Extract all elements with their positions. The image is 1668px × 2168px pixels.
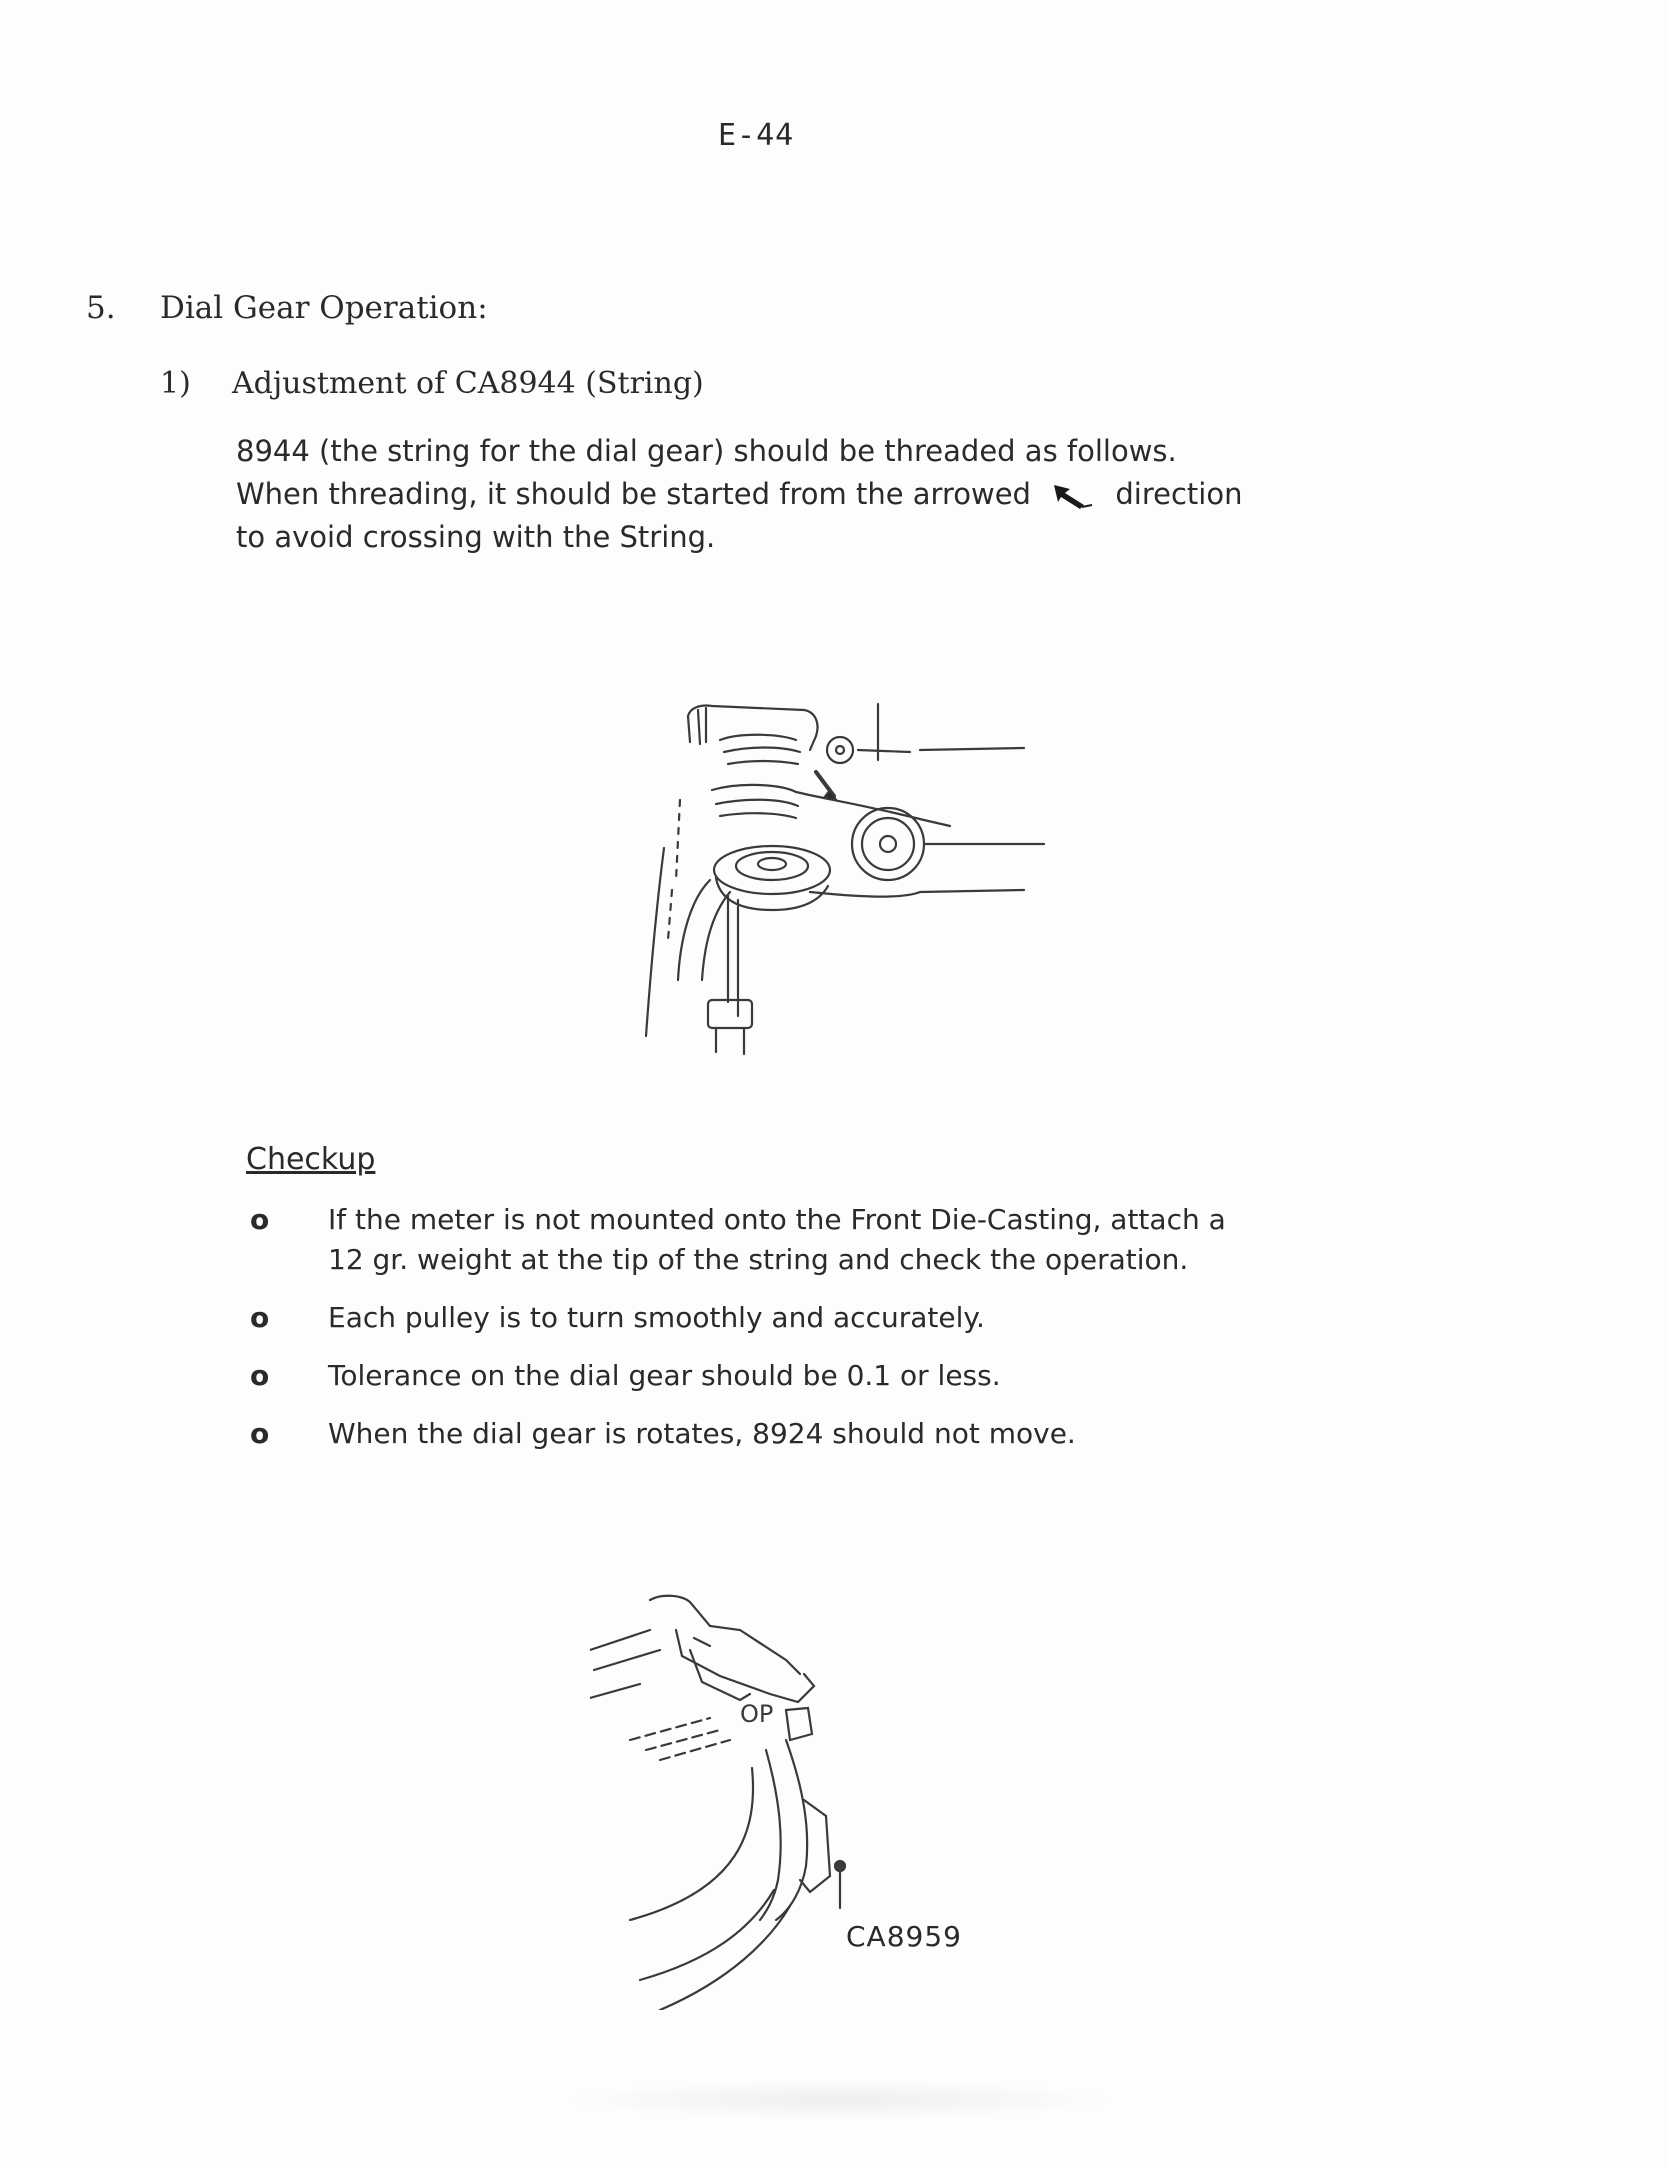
diagram-part-marking: OP: [740, 1700, 774, 1728]
diagram-curve-3: [660, 1906, 790, 2010]
checkup-heading: Checkup: [246, 1142, 376, 1177]
section-title: Dial Gear Operation:: [160, 290, 488, 326]
paragraph-line: [236, 473, 1406, 516]
arrow-icon: [1048, 481, 1098, 511]
subsection-title: Adjustment of CA8944 (String): [232, 366, 704, 401]
subsection-heading: [160, 366, 704, 401]
list-item-text: When the dial gear is rotates, 8924 should not move.: [328, 1417, 1076, 1450]
paragraph-text: direction: [1115, 477, 1243, 511]
paragraph-line: to avoid crossing with the String.: [236, 520, 716, 554]
bullet: o: [250, 1359, 270, 1392]
diagram-bracket-hatch: [630, 1718, 730, 1760]
paragraph-text: When threading, it should be started from the arrowed: [236, 477, 1031, 511]
list-item: [246, 1356, 1446, 1396]
diagram-callout-dot: [835, 1861, 845, 1871]
diagram-mid-pulley: [712, 785, 798, 818]
diagram-string-down: [728, 896, 738, 1016]
diagram-frame-curve: [678, 880, 730, 980]
list-item-text: Each pulley is to turn smoothly and accurately.: [328, 1301, 985, 1334]
diagram-bracket-left: [590, 1630, 660, 1698]
bullet: o: [250, 1203, 270, 1236]
diagram-housing-left: [688, 708, 706, 744]
diagram-weight: [708, 1000, 752, 1028]
list-item: [246, 1298, 1446, 1338]
list-item: [246, 1414, 1446, 1454]
diagram-string-right: [796, 792, 1044, 897]
threading-instructions: [236, 430, 1406, 559]
list-item-text: 12 gr. weight at the tip of the string and check the operation.: [328, 1243, 1189, 1276]
scan-artifact: [560, 2080, 1120, 2120]
diagram-upper-pulley: [720, 735, 800, 764]
bullet: o: [250, 1301, 270, 1334]
list-item: [246, 1200, 1446, 1280]
callout-label: CA8959: [846, 1920, 962, 1953]
diagram-frame-dashed: [668, 800, 680, 940]
checkup-list: [246, 1200, 1446, 1472]
diagram-bracket-slot: [690, 1638, 750, 1700]
page-number: E-44: [718, 118, 795, 153]
section-number: 5.: [86, 290, 116, 326]
diagram-bracket-top: [650, 1596, 800, 1674]
bullet: o: [250, 1417, 270, 1450]
diagram-curve-2: [640, 1890, 774, 1980]
list-item-text: Tolerance on the dial gear should be 0.1 or less.: [328, 1359, 1001, 1392]
dial-gear-string-diagram: [620, 680, 1060, 1060]
diagram-small-pulley: [827, 737, 853, 763]
diagram-curve-1: [630, 1768, 753, 1920]
paragraph-line: 8944 (the string for the dial gear) should be threaded as follows.: [236, 434, 1177, 468]
diagram-frame-left: [646, 848, 664, 1036]
subsection-number: 1): [160, 366, 191, 401]
list-item-text: If the meter is not mounted onto the Front Die-Casting, attach a: [328, 1203, 1226, 1236]
diagram-bracket-front: [786, 1708, 812, 1740]
diagram-housing-top: [688, 705, 818, 750]
section-heading: [86, 290, 488, 326]
diagram-string-top: [858, 748, 1024, 752]
